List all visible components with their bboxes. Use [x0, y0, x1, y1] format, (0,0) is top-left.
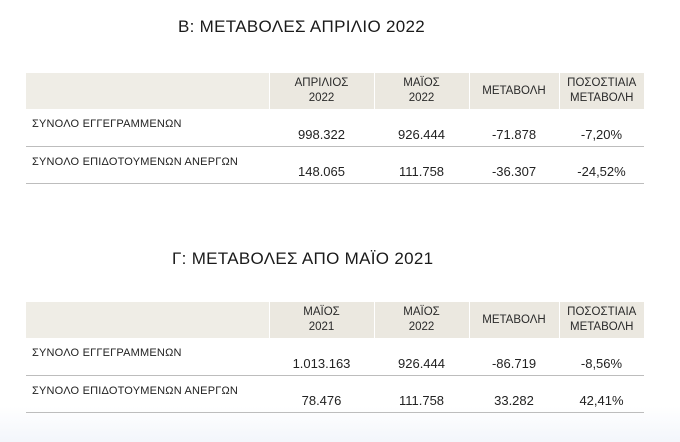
table-cell: 111.758 [398, 392, 445, 408]
header-percent-change [559, 302, 644, 338]
table-cell: 926.444 [398, 126, 445, 142]
header-line: ΜΕΤΑΒΟΛΗ [482, 84, 546, 97]
section-b-title: Β: ΜΕΤΑΒΟΛΕΣ ΑΠΡΙΛΙΟ 2022 [178, 17, 426, 36]
table-row [26, 375, 644, 412]
table-cell: -71.878 [491, 126, 537, 142]
header-line: 2021 [308, 321, 335, 333]
header-line: ΜΕΤΑΒΟΛΗ [482, 313, 546, 326]
table-cell: 148.065 [298, 163, 345, 179]
changes-since-may-2021-table [26, 302, 644, 413]
header-line: ΜΑΪΟΣ [303, 306, 340, 318]
table-cell: 1.013.163 [292, 355, 351, 371]
table-row [26, 109, 644, 146]
header-line: ΜΕΤΑΒΟΛΗ [570, 321, 634, 333]
row-label: ΣΥΝΟΛΟ ΕΠΙΔΟΤΟΥΜΕΝΩΝ ΑΝΕΡΓΩΝ [32, 384, 239, 397]
header-line: ΜΑΪΟΣ [403, 306, 440, 318]
header-label-cell [26, 73, 269, 109]
table-cell: 998.322 [298, 126, 345, 142]
header-label-cell [26, 302, 269, 338]
header-line: 2022 [308, 92, 335, 104]
header-may-2022 [374, 302, 469, 338]
header-line: ΠΟΣΟΣΤΙΑΙΑ [567, 306, 637, 318]
table-cell: -24,52% [577, 163, 626, 179]
table-cell: 111.758 [398, 163, 445, 179]
table-header-row [26, 73, 644, 109]
header-percent-change [559, 73, 644, 109]
header-may-2021 [269, 302, 374, 338]
row-label: ΣΥΝΟΛΟ ΕΓΓΕΓΡΑΜΜΕΝΩΝ [32, 118, 182, 130]
header-may-2022 [374, 73, 469, 109]
row-label: ΣΥΝΟΛΟ ΕΓΓΕΓΡΑΜΜΕΝΩΝ [32, 347, 182, 359]
header-line: 2022 [408, 321, 435, 333]
header-change [469, 73, 559, 109]
table-cell: -8,56% [580, 355, 623, 371]
table-cell: 926.444 [398, 355, 445, 371]
table-cell: -7,20% [580, 126, 623, 142]
table-row [26, 338, 644, 375]
header-line: 2022 [408, 92, 435, 104]
table-cell: 33.282 [494, 392, 534, 408]
table-row [26, 146, 644, 183]
header-change [469, 302, 559, 338]
section-g-title: Γ: ΜΕΤΑΒΟΛΕΣ ΑΠΟ ΜΑΪΟ 2021 [172, 249, 434, 268]
table-cell: -36.307 [491, 163, 537, 179]
header-line: ΑΠΡΙΛΙΟΣ [294, 77, 349, 89]
changes-april-2022-table [26, 73, 644, 184]
table-cell: 78.476 [301, 392, 342, 408]
header-april-2022 [269, 73, 374, 109]
row-label: ΣΥΝΟΛΟ ΕΠΙΔΟΤΟΥΜΕΝΩΝ ΑΝΕΡΓΩΝ [32, 155, 239, 168]
header-line: ΠΟΣΟΣΤΙΑΙΑ [567, 77, 637, 89]
table-cell: 42,41% [579, 392, 624, 408]
header-line: ΜΕΤΑΒΟΛΗ [570, 92, 634, 104]
header-line: ΜΑΪΟΣ [403, 77, 440, 89]
table-cell: -86.719 [491, 355, 537, 371]
table-header-row [26, 302, 644, 338]
